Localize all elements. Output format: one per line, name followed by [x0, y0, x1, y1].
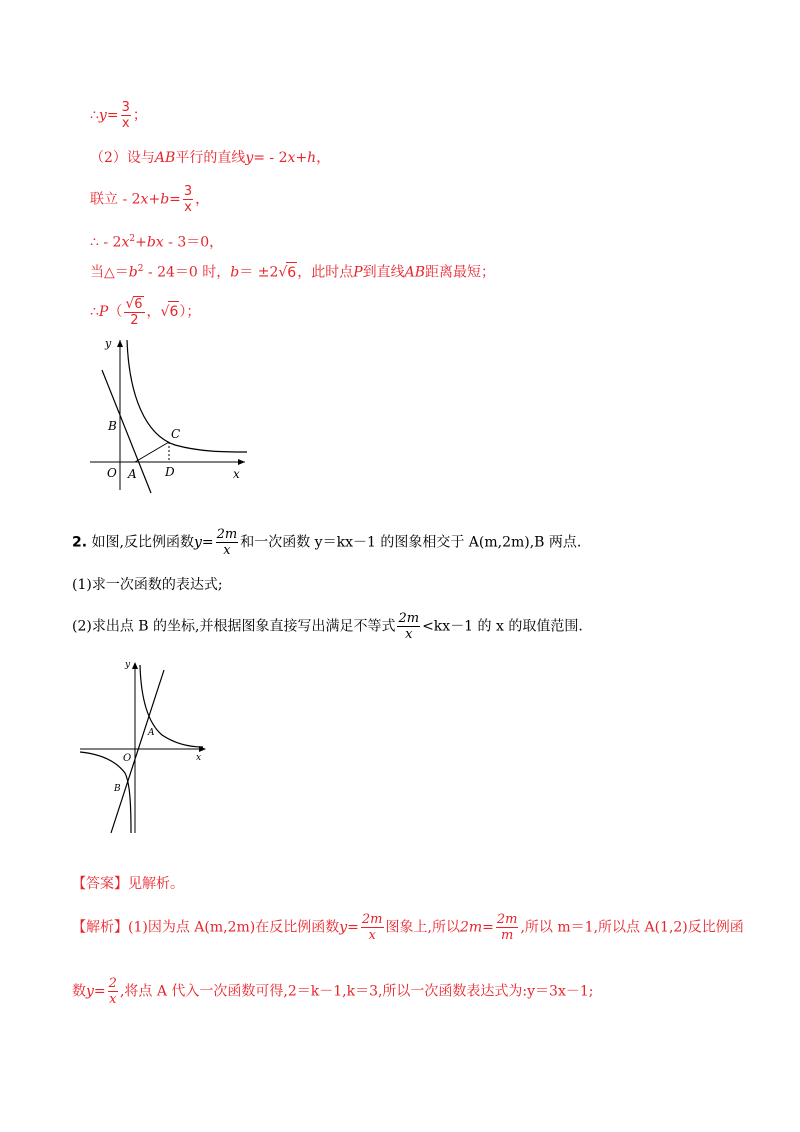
- therefore-symbol: ∴: [90, 107, 99, 124]
- text: ，: [146, 304, 161, 320]
- label-a: A: [128, 467, 137, 481]
- numerator: 2: [108, 976, 117, 991]
- segment-ac: [135, 442, 169, 462]
- text: ∴ - 2: [90, 234, 122, 251]
- denominator: x: [121, 116, 130, 131]
- denominator: x: [405, 627, 413, 642]
- text: ，此时点: [297, 264, 354, 281]
- numerator: 2m: [361, 912, 383, 927]
- text: 联立 - 2: [90, 191, 141, 208]
- var-y: y: [193, 534, 202, 551]
- solution-line-3: [90, 184, 209, 215]
- text: 平行的直线: [175, 150, 246, 166]
- var-y: y: [98, 107, 107, 124]
- text: (1)因为点 A(m,2m)在反比例函数: [128, 919, 340, 936]
- sqrt-symbol: √: [278, 264, 288, 281]
- expr-2m: 2m: [459, 919, 483, 936]
- var-x: x: [287, 150, 296, 166]
- punct: ；: [132, 107, 147, 124]
- var-ab: AB: [154, 150, 176, 166]
- numerator: 2m: [216, 527, 238, 542]
- label-c: C: [171, 427, 181, 441]
- fraction-2m-over-x: [216, 527, 239, 558]
- numerator: [124, 296, 144, 313]
- line-kx-minus-1: [111, 670, 164, 833]
- numerator: 2m: [496, 912, 518, 927]
- text: 到直线: [362, 264, 405, 281]
- fraction-3-over-x: [121, 100, 131, 131]
- equals: =: [201, 534, 214, 551]
- solution-line-4: [90, 229, 223, 253]
- label-y: y: [105, 337, 112, 350]
- var-ab: AB: [404, 264, 426, 281]
- fraction-2m-over-m: [496, 912, 519, 943]
- text: （2）设与: [90, 150, 155, 166]
- text: 如图,反比例函数: [91, 534, 194, 551]
- denominator: x: [184, 200, 192, 215]
- var-y: y: [339, 919, 348, 936]
- denominator: 2: [130, 313, 139, 328]
- label-y: y: [125, 660, 131, 670]
- solution-line-2: [90, 148, 330, 168]
- label-x: x: [196, 753, 202, 763]
- denominator: x: [109, 992, 117, 1007]
- radicand: 6: [168, 301, 179, 322]
- fraction-2-over-x: [108, 976, 118, 1007]
- text: 图象上,所以: [385, 919, 460, 936]
- text: ＝ ±2: [239, 264, 279, 281]
- var-b: b: [128, 264, 138, 281]
- denominator: m: [501, 928, 514, 943]
- text: ，: [316, 150, 331, 166]
- var-x: x: [121, 234, 130, 251]
- denominator: x: [223, 543, 231, 558]
- sqrt-symbol: √: [160, 304, 170, 320]
- numerator: 3: [183, 184, 193, 199]
- y-axis-arrow: [132, 662, 138, 669]
- text: = - 2: [253, 150, 288, 166]
- var-bx: bx: [146, 234, 164, 251]
- hyperbola-curve: [127, 340, 247, 452]
- solution-line-5: [90, 259, 495, 283]
- question-2-part-2: [72, 611, 583, 642]
- label-a: A: [148, 728, 155, 738]
- text: 当△＝: [90, 264, 129, 281]
- numerator: 3: [121, 100, 130, 115]
- figure-1-graph: [85, 335, 255, 495]
- label-o: O: [107, 466, 117, 480]
- punct: ，: [195, 191, 210, 208]
- text: +: [148, 191, 161, 208]
- text: ）；: [179, 304, 201, 320]
- solution-line-6: [90, 296, 200, 328]
- text: - 3＝0，: [163, 234, 224, 251]
- text: ,将点 A 代入一次函数可得,2＝k－1,k＝3,所以一次函数表达式为:y＝3x－1;: [119, 983, 594, 1000]
- text: +: [295, 150, 308, 166]
- radicand: 6: [286, 262, 297, 283]
- var-p: P: [98, 304, 109, 320]
- equals: =: [482, 919, 494, 936]
- text: <kx－1 的 x 的取值范围.: [422, 618, 583, 635]
- denominator: x: [368, 928, 376, 943]
- figure-2-graph: [78, 655, 213, 835]
- equals: =: [106, 107, 119, 124]
- question-2-line-1: [72, 527, 581, 558]
- question-number: 2.: [72, 534, 88, 551]
- var-x: x: [140, 191, 149, 208]
- text: (2)求出点 B 的坐标,并根据图象直接写出满足不等式: [72, 618, 396, 635]
- text: 和一次函数 y＝kx－1 的图象相交于 A(m,2m),B 两点.: [240, 534, 582, 551]
- var-y: y: [245, 150, 254, 166]
- var-b: b: [230, 264, 240, 281]
- analysis-line-2: [72, 976, 594, 1007]
- text: ,所以 m＝1,所以点 A(1,2)反比例函: [520, 919, 744, 936]
- var-h: h: [307, 150, 317, 166]
- sqrt-symbol: √: [125, 296, 135, 312]
- equals: =: [169, 191, 181, 208]
- text: +: [135, 234, 147, 251]
- label-d: D: [165, 465, 175, 479]
- answer-line: 【答案】见解析。: [72, 876, 184, 892]
- equals: =: [347, 919, 359, 936]
- analysis-line-1: [72, 912, 744, 943]
- therefore-symbol: ∴: [90, 304, 99, 320]
- label-x: x: [233, 467, 240, 481]
- radicand: 6: [134, 297, 143, 312]
- text: （: [108, 304, 123, 320]
- solution-line-1: [90, 100, 147, 131]
- fraction-2m-over-x: [397, 611, 420, 642]
- x-axis-arrow: [238, 459, 245, 465]
- var-p: P: [353, 264, 363, 281]
- fraction-3-over-x: [183, 184, 193, 215]
- hyperbola-branch-2: [80, 752, 131, 833]
- var-y: y: [86, 983, 94, 1000]
- label-b: B: [114, 784, 121, 794]
- exponent: 2: [137, 264, 144, 274]
- var-b: b: [160, 191, 170, 208]
- y-axis-arrow: [117, 340, 123, 347]
- equals: =: [93, 983, 106, 1000]
- numerator: 2m: [398, 611, 420, 626]
- fraction-sqrt6-over-2: [124, 296, 144, 328]
- analysis-label: 【解析】: [72, 919, 128, 936]
- text: - 24＝0 时，: [143, 264, 231, 281]
- label-o: O: [123, 753, 132, 764]
- fraction-2m-over-x: [361, 912, 384, 943]
- text: 距离最短；: [425, 264, 496, 281]
- question-2-part-1: (1)求一次函数的表达式;: [72, 577, 223, 593]
- exponent: 2: [129, 234, 136, 244]
- text: 数: [72, 983, 86, 1000]
- label-b: B: [108, 419, 117, 433]
